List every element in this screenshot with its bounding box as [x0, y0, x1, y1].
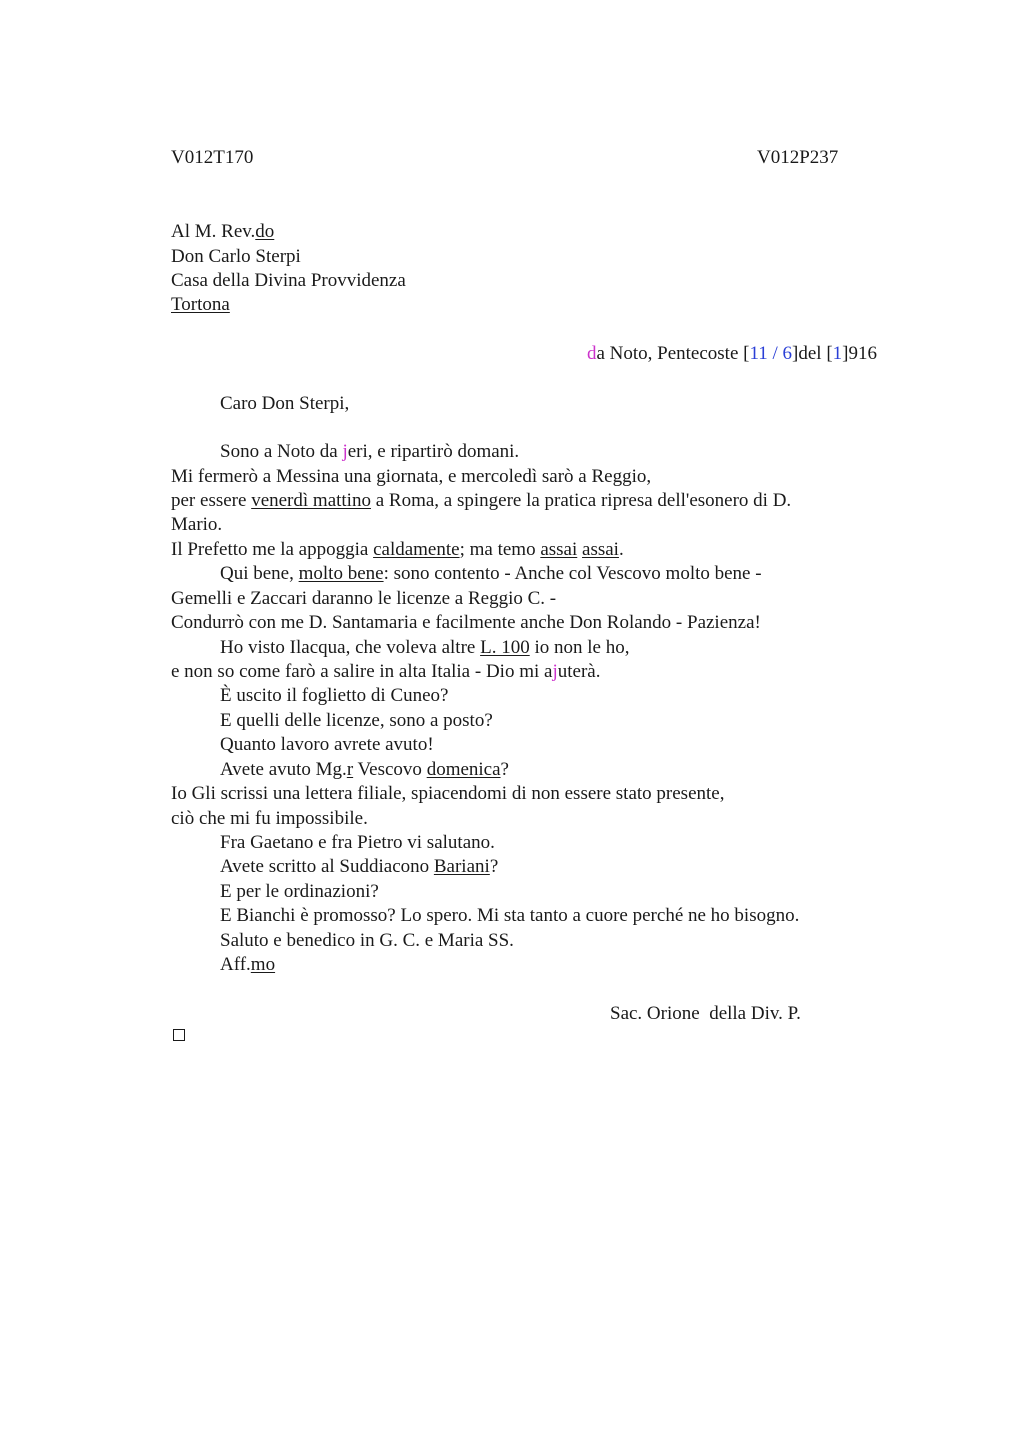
body-line: Condurrò con me D. Santamaria e facilmente anche Don Rolando - Pazienza! [171, 612, 761, 633]
body-line: Mi fermerò a Messina una giornata, e mercoledì sarò a Reggio, [171, 466, 652, 487]
body-line: e non so come farò a salire in alta Italia - Dio mi ajuterà. [171, 661, 601, 682]
body-line: Gemelli e Zaccari daranno le licenze a Reggio C. - [171, 588, 557, 609]
body-line: Qui bene, molto bene: sono contento - Anche col Vescovo molto bene - [220, 563, 762, 584]
body-line: Io Gli scrissi una lettera filiale, spiacendomi di non essere stato presente, [171, 783, 725, 804]
address-line-2: Don Carlo Sterpi [171, 246, 301, 267]
body-line: Avete scritto al Suddiacono Bariani? [220, 856, 499, 877]
body-line: Avete avuto Mg.r Vescovo domenica? [220, 759, 509, 780]
address-line-3: Casa della Divina Provvidenza [171, 270, 406, 291]
body-line: E per le ordinazioni? [220, 881, 379, 902]
address-line-1: Al M. Rev.do [171, 221, 275, 242]
body-line: ciò che mi fu impossibile. [171, 808, 368, 829]
checkbox-square[interactable] [173, 1029, 185, 1041]
body-line: per essere venerdì mattino a Roma, a spingere la pratica ripresa dell'esonero di D. [171, 490, 792, 511]
signature: Sac. Orione della Div. P. [610, 1003, 801, 1024]
address-line-4: Tortona [171, 294, 230, 315]
body-line: E quelli delle licenze, sono a posto? [220, 710, 493, 731]
body-line: Il Prefetto me la appoggia caldamente; ma temo assai assai. [171, 539, 624, 560]
header-right-code: V012P237 [757, 147, 839, 168]
body-line: Quanto lavoro avrete avuto! [220, 734, 434, 755]
body-line: È uscito il foglietto di Cuneo? [220, 685, 449, 706]
body-line: Fra Gaetano e fra Pietro vi salutano. [220, 832, 495, 853]
body-line: Aff.mo [220, 954, 276, 975]
salutation: Caro Don Sterpi, [220, 393, 350, 414]
body-line: Mario. [171, 514, 223, 535]
body-line: E Bianchi è promosso? Lo spero. Mi sta tanto a cuore perché ne ho bisogno. [220, 905, 800, 926]
body-line: Ho visto Ilacqua, che voleva altre L. 100 io non le ho, [220, 637, 630, 658]
body-line: Saluto e benedico in G. C. e Maria SS. [220, 930, 514, 951]
body-line: Sono a Noto da jeri, e ripartirò domani. [220, 441, 520, 462]
dateline: da Noto, Pentecoste [11 / 6]del [1]916 [586, 343, 877, 364]
header-left-code: V012T170 [171, 147, 254, 168]
